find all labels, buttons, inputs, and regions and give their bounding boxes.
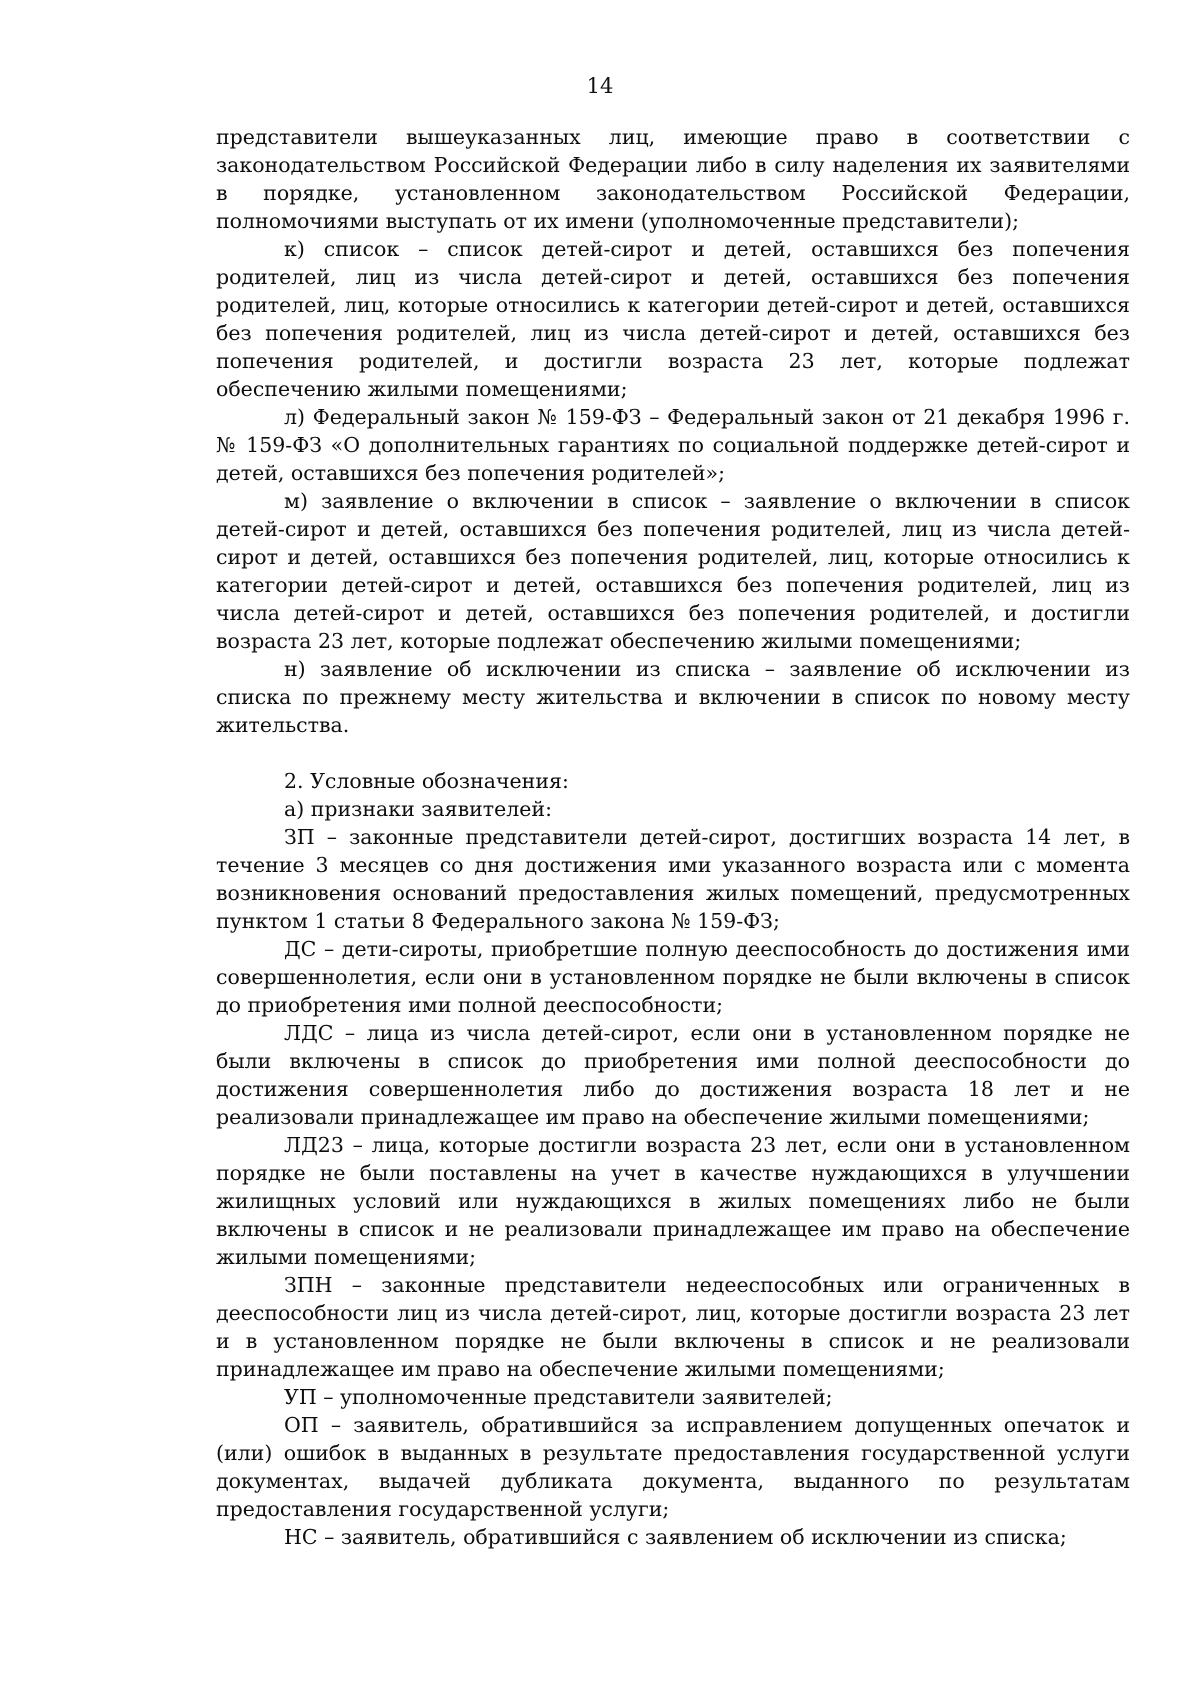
definition-lds: ЛДС – лица из числа детей-сирот, если они в установленном порядке не были включены в список до приобретения ими полной дееспособности до достижения совершеннолетия либо до достижения возраста 18 лет и не реализовали принадлежащее им право на обеспечение жилыми помещениями;: [216, 1021, 1130, 1129]
definition-op: ОП – заявитель, обратившийся за исправлением допущенных опечаток и (или) ошибок в выданных в результате предоставления государственной услуги документах, выдачей дубликата документа, выданного по результатам предоставления государственной услуги;: [216, 1413, 1130, 1521]
paragraph-k-list: к) список – список детей-сирот и детей, оставшихся без попечения родителей, лиц из числа детей-сирот и детей, оставшихся без попечения родителей, лиц, которые относились к категории детей-сирот и детей, оставшихся без попечения родителей, лиц из числа детей-сирот и детей, оставшихся без попечения родителей, и достигли возраста 23 лет, которые подлежат обеспечению жилыми помещениями;: [216, 237, 1130, 401]
definition-ns: НС – заявитель, обратившийся с заявлением об исключении из списка;: [284, 1525, 1067, 1549]
subheading-applicant-signs: а) признаки заявителей:: [284, 797, 552, 821]
definition-ds: ДС – дети-сироты, приобретшие полную дееспособность до достижения ими совершеннолетия, если они в установленном порядке не были включены в список до приобретения ими полной дееспособности;: [216, 937, 1130, 1017]
section-heading-conventions: 2. Условные обозначения:: [284, 769, 569, 793]
page-number: 14: [586, 74, 614, 98]
definition-zp: ЗП – законные представители детей-сирот, достигших возраста 14 лет, в течение 3 месяцев со дня достижения ими указанного возраста или с момента возникновения оснований предоставления жилых помещений, предусмотренных пунктом 1 статьи 8 Федерального закона № 159-ФЗ;: [216, 825, 1130, 933]
paragraph-n-exclusion-application: н) заявление об исключении из списка – заявление об исключении из списка по прежнему месту жительства и включении в список по новому месту жительства.: [216, 657, 1130, 737]
definition-up: УП – уполномоченные представители заявителей;: [284, 1385, 833, 1409]
paragraph-l-federal-law: л) Федеральный закон № 159-ФЗ – Федеральный закон от 21 декабря 1996 г. № 159-ФЗ «О дополнительных гарантиях по социальной поддержке детей-сирот и детей, оставшихся без попечения родителей»;: [216, 405, 1130, 485]
document-body: [216, 123, 1130, 1551]
paragraph-m-inclusion-application: м) заявление о включении в список – заявление о включении в список детей-сирот и детей, оставшихся без попечения родителей, лиц из числа детей-сирот и детей, оставшихся без попечения родителей, лиц, которые относились к категории детей-сирот и детей, оставшихся без попечения родителей, лиц из числа детей-сирот и детей, оставшихся без попечения родителей, и достигли возраста 23 лет, которые подлежат обеспечению жилыми помещениями;: [216, 489, 1130, 653]
paragraph-representatives: представители вышеуказанных лиц, имеющие право в соответствии с законодательством Российской Федерации либо в силу наделения их заявителями в порядке, установленном законодательством Российской Федерации, полномочиями выступать от их имени (уполномоченные представители);: [216, 125, 1130, 233]
definition-zpn: ЗПН – законные представители недееспособных или ограниченных в дееспособности лиц из числа детей-сирот, лиц, которые достигли возраста 23 лет и в установленном порядке не были включены в список и не реализовали принадлежащее им право на обеспечение жилыми помещениями;: [216, 1273, 1130, 1381]
section-spacer: [216, 739, 1130, 767]
definition-ld23: ЛД23 – лица, которые достигли возраста 23 лет, если они в установленном порядке не были поставлены на учет в качестве нуждающихся в улучшении жилищных условий или нуждающихся в жилых помещениях либо не были включены в список и не реализовали принадлежащее им право на обеспечение жилыми помещениями;: [216, 1133, 1130, 1269]
